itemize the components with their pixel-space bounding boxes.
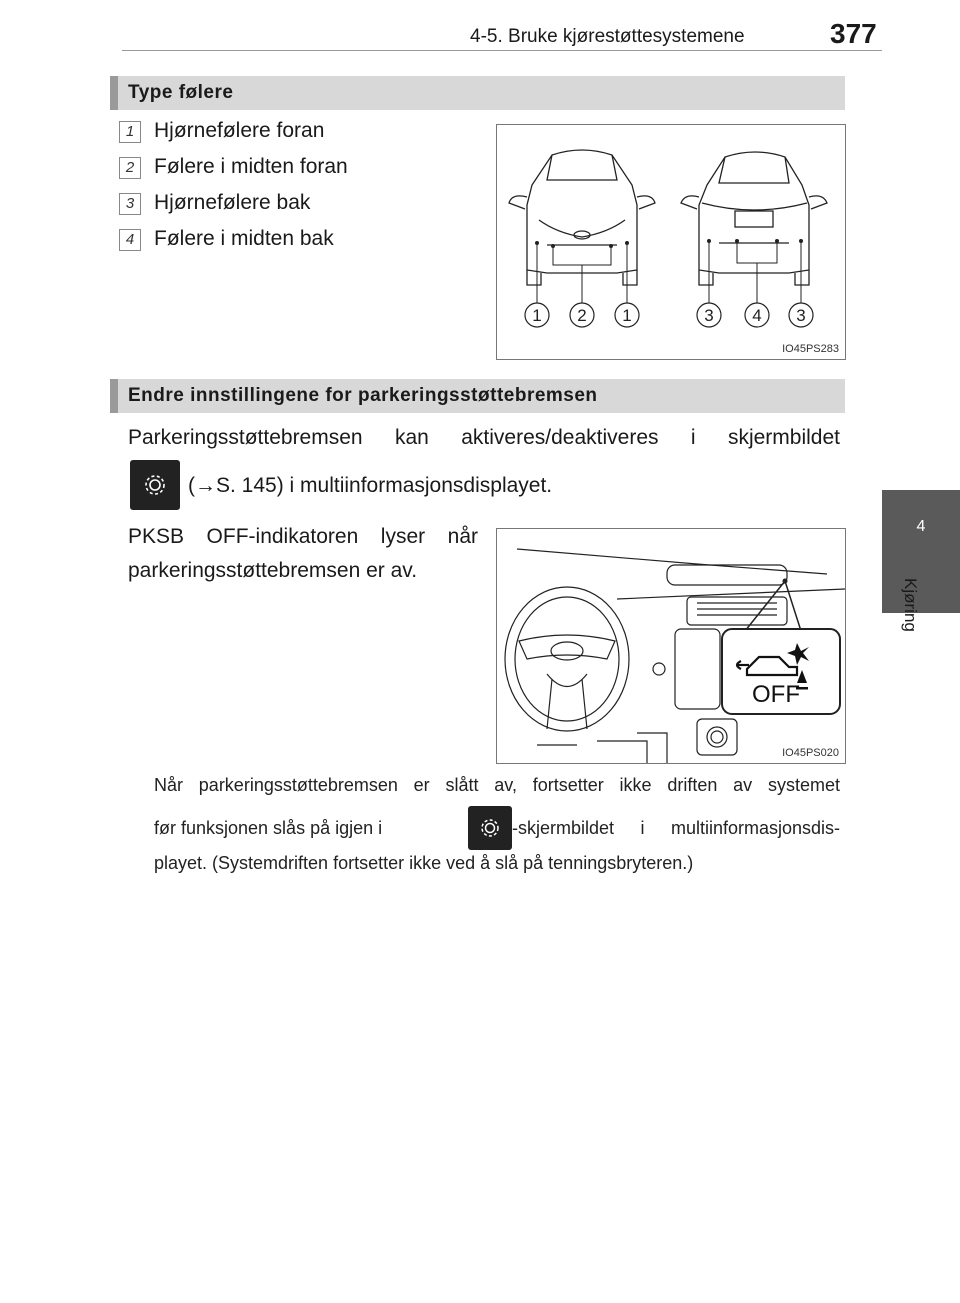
item-number-1: 1 [119, 121, 141, 143]
sensor-figure [496, 124, 846, 360]
item-number-4: 4 [119, 229, 141, 251]
settings-paragraph-line2: (→S. 145) i multiinformasjonsdisplayet. [188, 474, 553, 497]
note-line2a: før funksjonen slås på igjen i [154, 818, 383, 838]
pksb-off-indicator-text: OFF [752, 681, 800, 708]
pksb-off-paragraph: PKSB OFF-indikatoren lyser når parkeringsstøttebremsen er av. [128, 525, 478, 582]
item-label-4: Følere i midten bak [154, 227, 334, 250]
settings-screen-icon-box-note [468, 806, 512, 850]
header-section-title: 4-5. Bruke kjørestøttesystemene [470, 26, 745, 47]
callout-3a: 3 [704, 306, 714, 325]
figure-code: IO45PS283 [782, 343, 839, 355]
item-number-2: 2 [119, 157, 141, 179]
callout-1a: 1 [532, 306, 542, 325]
chapter-label-wrap [901, 578, 960, 632]
dashboard-figure [496, 528, 846, 764]
note-line2b: -skjermbildet i multiinformasjonsdis- [512, 818, 840, 838]
callout-4: 4 [752, 306, 762, 325]
dashboard-illustration [497, 529, 845, 763]
header-rule [122, 50, 882, 51]
car-sensors-illustration [497, 125, 845, 359]
item-label-1: Hjørnefølere foran [154, 119, 325, 142]
settings-screen-icon-box [130, 460, 180, 510]
note-line3: playet. (Systemdriften fortsetter ikke ved å slå på tenningsbryteren.) [154, 853, 694, 873]
callout-2: 2 [577, 306, 587, 325]
page-number: 377 [830, 18, 877, 49]
callout-1b: 1 [622, 306, 632, 325]
gear-icon [130, 460, 180, 510]
chapter-number: 4 [916, 518, 926, 535]
figure-code-dashboard: IO45PS020 [782, 747, 839, 759]
section-heading-settings: Endre innstillingene for parkeringsstøttebremsen [110, 379, 845, 413]
item-label-2: Følere i midten foran [154, 155, 348, 178]
chapter-label: Kjøring [901, 578, 920, 632]
settings-paragraph-line1: Parkeringsstøttebremsen kan aktiveres/deaktiveres i skjermbildet [128, 426, 840, 449]
section-heading-sensor-types: Type følere [110, 76, 845, 110]
gear-icon [468, 806, 512, 850]
item-label-3: Hjørnefølere bak [154, 191, 311, 214]
note-line1: Når parkeringsstøttebremsen er slått av, fortsetter ikke driften av systemet [154, 775, 840, 795]
callout-3b: 3 [796, 306, 806, 325]
item-number-3: 3 [119, 193, 141, 215]
